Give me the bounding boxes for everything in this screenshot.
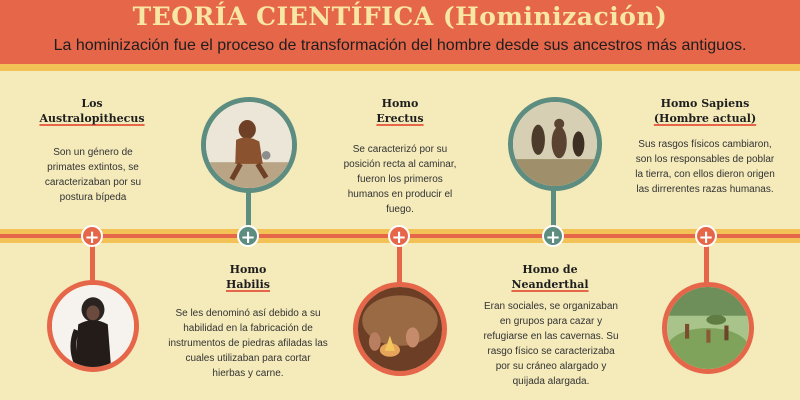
header-stripe [0, 64, 800, 71]
homo-erectus-description: Se caracterizó por su posición recta al caminar, fueron los primeros humanos en producir el fuego. [343, 144, 457, 215]
connector-australopithecus [90, 246, 95, 284]
plus-icon[interactable]: + [388, 225, 410, 247]
connector-habilis [246, 189, 251, 229]
plus-icon[interactable]: + [81, 225, 103, 247]
homo-sapiens-title: Homo Sapiens (Hombre actual) [653, 97, 757, 125]
homo-erectus-title: Homo Erectus [376, 97, 424, 125]
header-banner [0, 0, 800, 64]
australopithecus-description: Son un género de primates extintos, se caracterizaban por su postura bípeda [44, 147, 142, 203]
australopithecus-title: Los Australopithecus [39, 97, 145, 125]
plus-icon[interactable]: + [695, 225, 717, 247]
connector-neanderthal [551, 189, 556, 229]
plus-icon[interactable]: + [542, 225, 564, 247]
homo-erectus-image [353, 282, 447, 376]
homo-sapiens-description: Sus rasgos físicos cambiaron, son los responsables de poblar la tierra, con ellos dieron origen las dirrerentes razas humanas. [635, 139, 775, 195]
homo-sapiens-image [662, 282, 754, 374]
page-subtitle: La hominización fue el proceso de transformación del hombre desde sus ancestros más antiguos. [53, 37, 747, 54]
homo-habilis-title: Homo Habilis [226, 263, 270, 291]
australopithecus-image [47, 280, 139, 372]
connector-sapiens [704, 246, 709, 284]
homo-habilis-image [201, 97, 297, 193]
page-title: TEORÍA CIENTÍFICA (Hominización) [132, 2, 668, 31]
connector-erectus [397, 246, 402, 284]
neanderthal-image [508, 97, 602, 191]
neanderthal-description: Eran sociales, se organizaban en grupos para cazar y refugiarse en las cavernas. Su rasgo físico se caracterizaba por su cráneo alargado y quijada alargada. [483, 301, 619, 387]
plus-icon[interactable]: + [237, 225, 259, 247]
homo-habilis-description: Se les denominó así debido a su habilidad en la fabricación de instrumentos de piedras afiladas las cuales utilizaban para cortar hierbas y carne. [168, 308, 328, 379]
neanderthal-title: Homo de Neanderthal [511, 263, 589, 291]
